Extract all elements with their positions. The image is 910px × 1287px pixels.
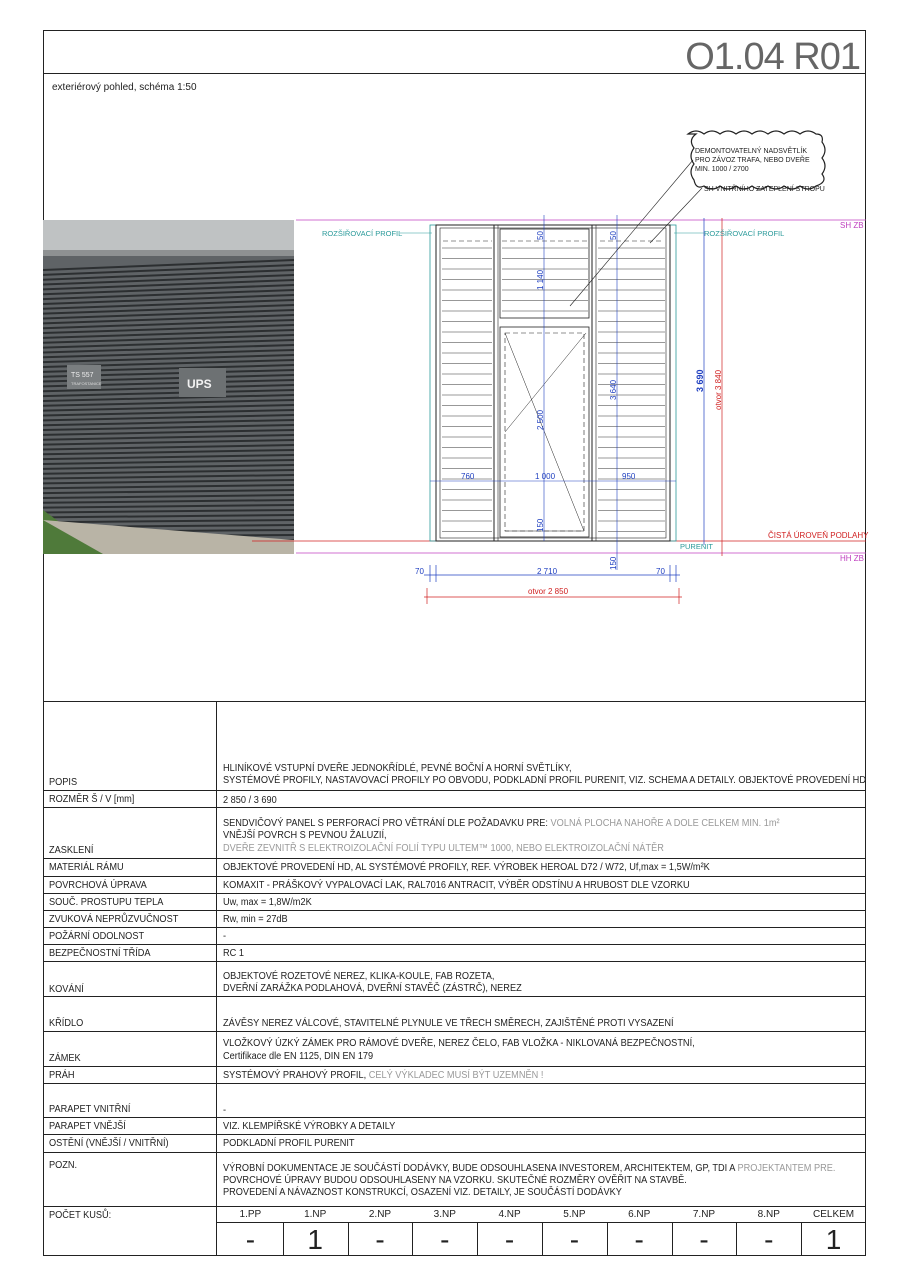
dim-2500: 2 500 [536, 409, 545, 430]
row-pozar-label: POŽÁRNÍ ODOLNOST [49, 931, 145, 942]
row-material-value: OBJEKTOVÉ PROVEDENÍ HD, AL SYSTÉMOVÉ PROFILY, REF. VÝROBEK HEROAL D72 / W72, Uf,max = 1,5W/m²K [223, 862, 710, 873]
row-zvuk-label: ZVUKOVÁ NEPRŮZVUČNOST [49, 914, 179, 925]
row-zamek-line-1: VLOŽKOVÝ ÚZKÝ ZÁMEK PRO RÁMOVÉ DVEŘE, NEREZ ČELO, FAB VLOŽKA - NIKLOVANÁ BEZPEČNOSTNÍ, [223, 1038, 695, 1049]
callout-line-1: DEMONTOVATELNÝ NADSVĚTLÍK [695, 148, 808, 155]
dim-50-a: 50 [536, 231, 545, 240]
row-kovani-line-2: DVEŘNÍ ZARÁŽKA PODLAHOVÁ, DVEŘNÍ STAVĚČ (ZÁSTRČ), NEREZ [223, 983, 522, 994]
count-header: 6.NP [628, 1209, 651, 1220]
dim-150-b: 150 [609, 556, 618, 570]
row-popis-line-2: SYSTÉMOVÉ PROFILY, NASTAVOVACÍ PROFILY PO OBVODU, PODKLADNÍ PROFIL PURENIT, VIZ. SCHEMA A DETAILY. OBJEKTOVÉ PROVEDENÍ HD [223, 775, 866, 786]
count-header: 3.NP [433, 1209, 456, 1220]
row-zaskleni-line-3: DVEŘE ZEVNITŘ S ELEKTROIZOLAČNÍ FOLIÍ TYPU ULTEM™ 1000, NEBO ELEKTROIZOLAČNÍ NÁTĚR [223, 843, 664, 854]
purenit-label: PURENIT [680, 542, 713, 551]
row-osteni-value: PODKLADNÍ PROFIL PURENIT [223, 1138, 355, 1149]
count-value: - [375, 1224, 385, 1255]
count-value: - [634, 1224, 644, 1255]
count-value: 1 [307, 1224, 323, 1255]
row-zamek-label: ZÁMEK [49, 1053, 81, 1064]
table-col-divider [216, 701, 217, 1256]
sh-zb-label: SH ZB [840, 221, 864, 230]
row-pozn-label: POZN. [49, 1160, 78, 1171]
count-value: - [569, 1224, 580, 1255]
ups-sign-text: UPS [187, 377, 212, 391]
pozn-line-1a: VÝROBNÍ DOKUMENTACE JE SOUČÁSTÍ DODÁVKY, BUDE ODSOUHLASENA INVESTOREM, ARCHITEKTEM, GP, TDI A [223, 1163, 738, 1174]
count-value: - [504, 1224, 515, 1255]
row-parapet-out-label: PARAPET VNĚJŠÍ [49, 1121, 126, 1132]
dim-otvor-horizontal: otvor 2 850 [528, 587, 569, 596]
row-kridlo-label: KŘÍDLO [49, 1018, 84, 1029]
row-parapet-in-value: - [223, 1105, 227, 1116]
row-zvuk-value: Rw, min = 27dB [223, 914, 288, 925]
count-divider [412, 1222, 413, 1256]
ts-sign-subtext: TRAFOSTANICE [71, 381, 102, 386]
row-kovani-line-1: OBJEKTOVÉ ROZETOVÉ NEREZ, KLIKA-KOULE, FAB ROZETA, [223, 971, 495, 982]
row-kovani-label: KOVÁNÍ [49, 984, 84, 995]
count-header: 2.NP [368, 1209, 392, 1220]
prah-value-b: CELÝ VÝKLADEC MUSÍ BÝT UZEMNĚN ! [368, 1070, 544, 1081]
row-popis-line-1: HLINÍKOVÉ VSTUPNÍ DVEŘE JEDNOKŘÍDLÉ, PEVNÉ BOČNÍ A HORNÍ SVĚTLÍKY, [223, 763, 572, 774]
zaskleni-line-1a: SENDVIČOVÝ PANEL S PERFORACÍ PRO VĚTRÁNÍ DLE POŽADAVKU PRE: [223, 818, 551, 829]
row-rozmer-value: 2 850 / 3 690 [223, 795, 277, 806]
count-header: 8.NP [757, 1209, 780, 1220]
row-pocet-label: POČET KUSŮ: [49, 1210, 112, 1221]
count-divider [542, 1222, 543, 1256]
row-parapet-in-label: PARAPET VNITŘNÍ [49, 1104, 131, 1115]
count-header: 7.NP [692, 1209, 716, 1220]
count-value: - [764, 1224, 774, 1255]
row-material-label: MATERIÁL RÁMU [49, 862, 124, 873]
row-kridlo-value: ZÁVĚSY NEREZ VÁLCOVÉ, STAVITELNÉ PLYNULE VE TŘECH SMĚRECH, ZAJIŠTĚNÉ PROTI VYSAZENÍ [223, 1018, 674, 1029]
ts-sign-text: TS 557 [71, 372, 94, 379]
pozn-line-1b: PROJEKTANTEM PRE. [737, 1163, 836, 1174]
count-divider [607, 1222, 608, 1256]
row-bezp-label: BEZPEČNOSTNÍ TŘÍDA [49, 948, 151, 959]
dim-50-b: 50 [609, 231, 618, 240]
count-divider [736, 1222, 737, 1256]
dim-2710: 2 710 [537, 567, 558, 576]
count-header: 5.NP [563, 1209, 586, 1220]
left-profile-label: ROZŠIŘOVACÍ PROFIL [322, 229, 403, 238]
count-divider [283, 1222, 284, 1256]
row-povrch-label: POVRCHOVÁ ÚPRAVA [49, 880, 147, 891]
count-value: 1 [825, 1224, 842, 1255]
dim-otvor-vertical: otvor 3 840 [714, 369, 723, 410]
row-souc-value: Uw, max = 1,8W/m2K [223, 897, 312, 908]
zaskleni-line-1b: VOLNÁ PLOCHA NAHOŘE A DOLE CELKEM MIN. 1m² [550, 818, 780, 829]
sh-note-label: SH VNITŘNÍHO ZATEPLENÍ STROPU [704, 186, 825, 193]
callout-line-2: PRO ZÁVOZ TRAFA, NEBO DVEŘE [695, 157, 810, 164]
row-zamek-line-2: Certifikace dle EN 1125, DIN EN 179 [223, 1051, 374, 1062]
row-zaskleni-line-2: VNĚJŠÍ POVRCH S PEVNOU ŽALUZIÍ, [223, 830, 387, 841]
dim-3640: 3 640 [609, 379, 618, 400]
count-value: - [245, 1224, 256, 1255]
dim-70-a: 70 [415, 567, 424, 576]
dim-70-b: 70 [656, 567, 665, 576]
row-souc-label: SOUČ. PROSTUPU TEPLA [49, 897, 164, 908]
dim-950: 950 [622, 472, 636, 481]
count-divider [477, 1222, 478, 1256]
row-pozn-line-3: PROVEDENÍ A NÁVAZNOST KONSTRUKCÍ, OSAZENÍ VIZ. DETAILY, JE SOUČÁSTÍ DODÁVKY [223, 1187, 622, 1198]
right-profile-label: ROZŠIŘOVACÍ PROFIL [704, 229, 785, 238]
prah-value-a: SYSTÉMOVÝ PRAHOVÝ PROFIL, [223, 1070, 369, 1081]
callout-cloud [688, 131, 825, 189]
count-header: 1.PP [239, 1209, 262, 1220]
row-pozn-line-2: POVRCHOVÉ ÚPRAVY BUDOU ODSOUHLASENY NA VZORKU. SKUTEČNÉ ROZMĚRY OVĚŘIT NA STAVBĚ. [223, 1175, 687, 1186]
row-zaskleni-label: ZASKLENÍ [49, 845, 94, 856]
row-pozn-line-1 [223, 1163, 835, 1174]
door-frame [436, 225, 670, 541]
count-header: CELKEM [813, 1209, 855, 1220]
callout-line-3: MIN. 1000 / 2700 [695, 166, 749, 173]
dim-1000: 1 000 [535, 472, 556, 481]
row-osteni-label: OSTĚNÍ (VNĚJŠÍ / VNITŘNÍ) [49, 1138, 169, 1149]
dim-150-a: 150 [536, 518, 545, 532]
count-divider [801, 1222, 802, 1256]
row-prah-value [223, 1070, 543, 1081]
row-povrch-value: KOMAXIT - PRÁŠKOVÝ VYPALOVACÍ LAK, RAL7016 ANTRACIT, VÝBĚR ODSTÍNU A HRUBOST DLE VZORKU [223, 880, 690, 891]
floor-label: ČISTÁ ÚROVEŇ PODLAHY [768, 531, 869, 540]
count-divider [348, 1222, 349, 1256]
row-popis-label: POPIS [49, 777, 78, 788]
sheet-code: O1.04 R01 [685, 36, 860, 78]
row-bezp-value: RC 1 [223, 948, 244, 959]
count-divider [672, 1222, 673, 1256]
dim-3690: 3 690 [695, 369, 705, 392]
view-subtitle: exteriérový pohled, schéma 1:50 [52, 82, 197, 93]
hh-zb-label: HH ZB [840, 554, 864, 563]
count-value: - [699, 1224, 709, 1255]
count-header: 4.NP [498, 1209, 521, 1220]
extension-profile-outline [430, 225, 676, 541]
row-pozar-value: - [223, 931, 227, 942]
count-header: 1.NP [304, 1209, 327, 1220]
row-zaskleni-line-1 [223, 818, 780, 829]
door-elevation-drawing [0, 0, 910, 620]
dim-760: 760 [461, 472, 475, 481]
dim-1140: 1 140 [536, 269, 545, 290]
row-parapet-out-value: VIZ. KLEMPÍŘSKÉ VÝROBKY A DETAILY [223, 1121, 396, 1132]
door-frame-inner [440, 228, 666, 538]
count-value: - [440, 1224, 450, 1255]
row-rozmer-label: ROZMĚR Š / V [mm] [49, 794, 135, 805]
row-prah-label: PRÁH [49, 1070, 75, 1081]
